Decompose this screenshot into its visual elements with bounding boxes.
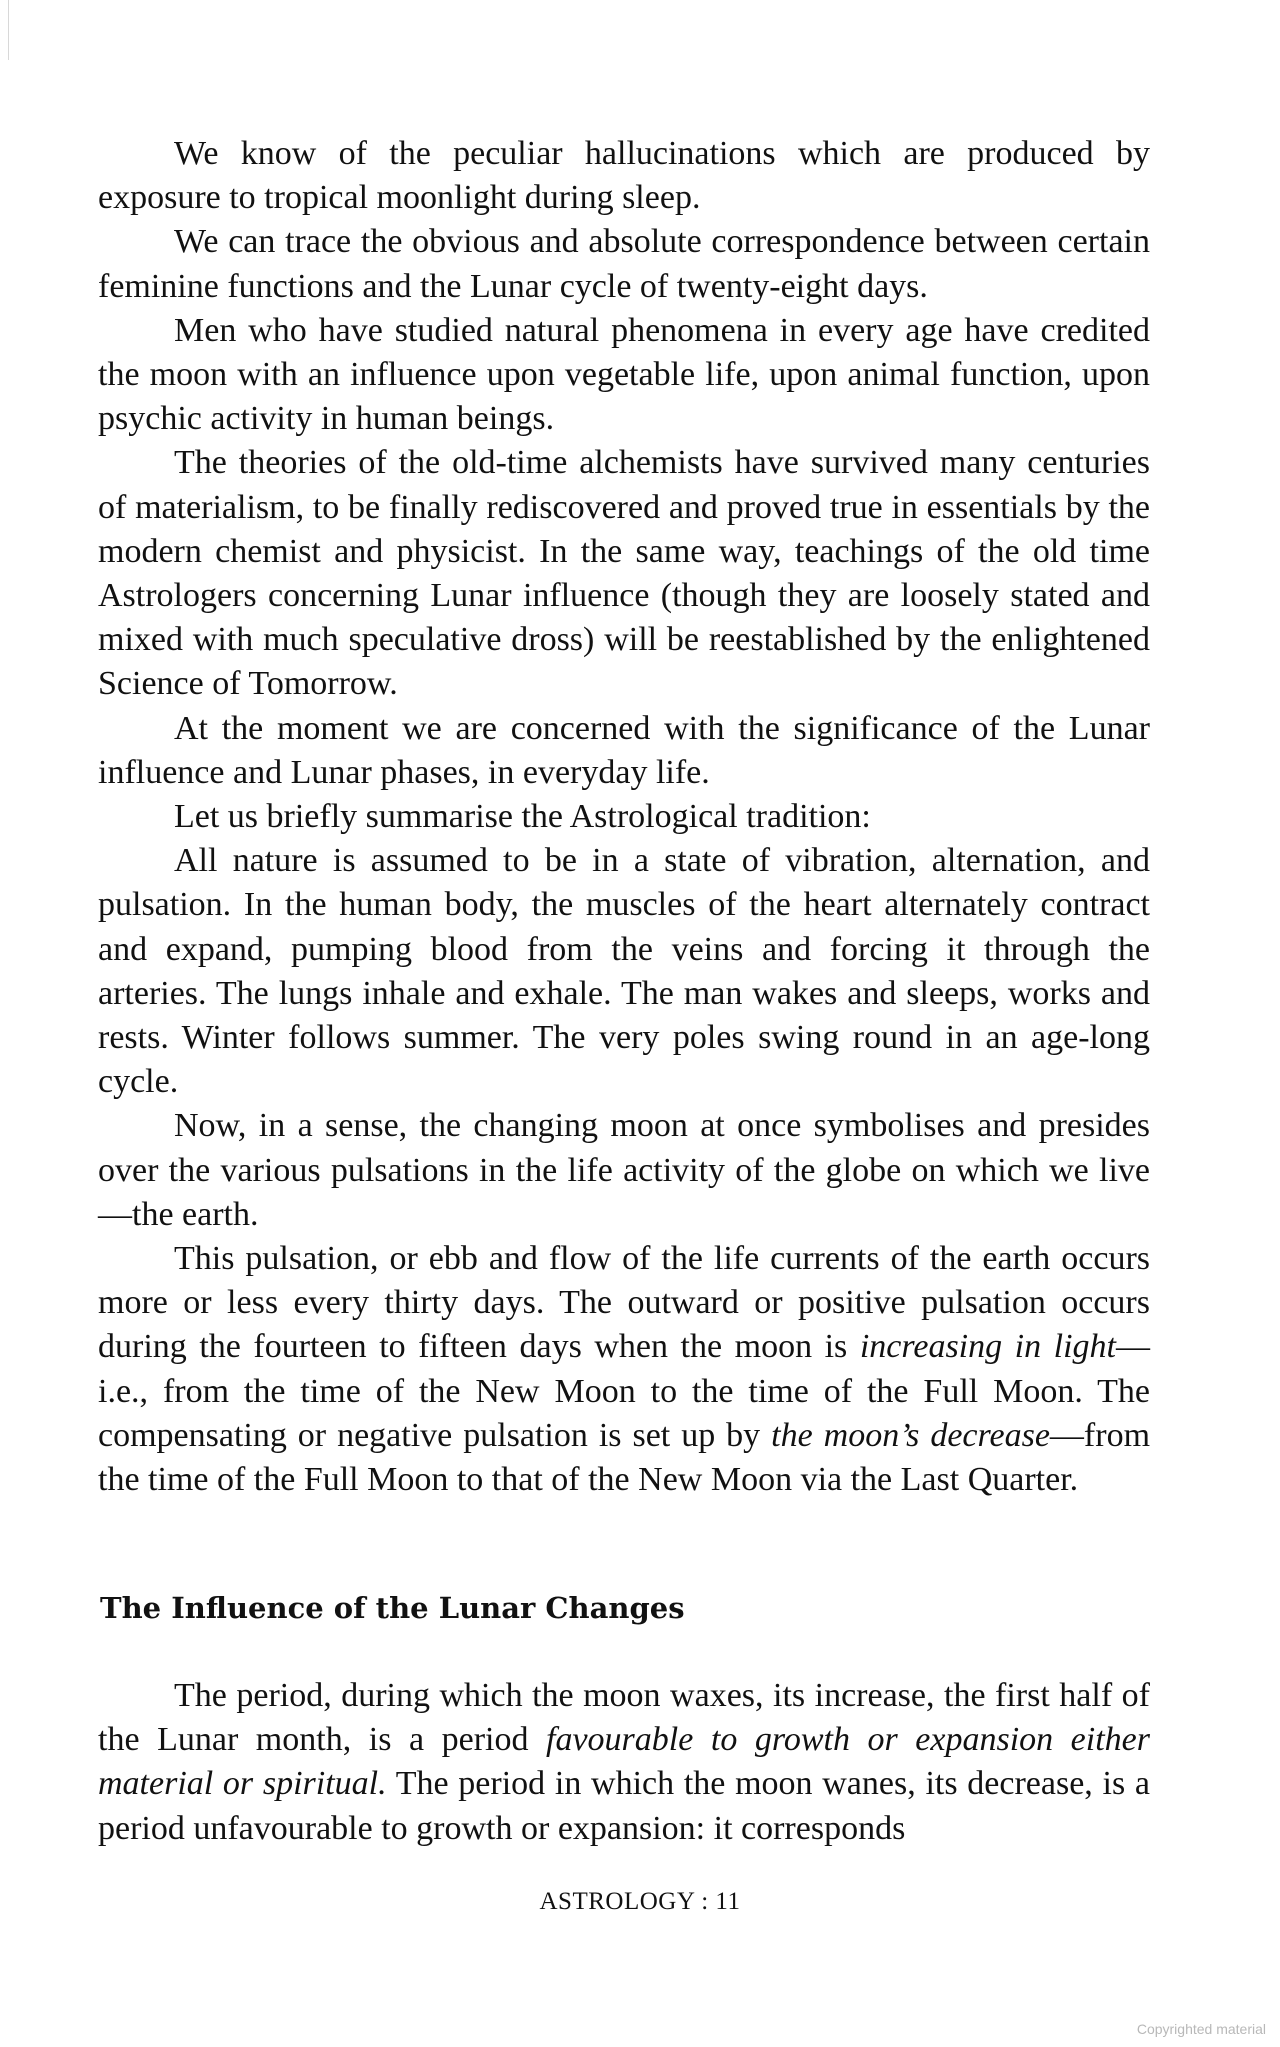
paragraph: [98, 839, 1150, 1104]
paragraph: [98, 707, 1150, 795]
section-heading: The Influence of the Lunar Changes: [100, 1591, 685, 1625]
italic-run: favourable to growth or expansion either material or spiritual.: [98, 1721, 1150, 1803]
text-run: Now, in a sense, the changing moon at once symbolises and presides over the various pulsations in the life activity of the globe on which we live—the earth.: [98, 1107, 1150, 1233]
paragraph: [98, 132, 1150, 220]
paragraph: [98, 220, 1150, 308]
text-run: —i.e., from the time of the New Moon to the time of the Full Moon. The compensating or negative pulsation is set up by: [98, 1328, 1150, 1454]
paragraph: [98, 1237, 1150, 1502]
text-run: The theories of the old-time alchemists have survived many centuries of materialism, to be finally rediscovered and proved true in essentials by the modern chemist and physicist. In the same way, teachings of the old time Astrologers concerning Lunar influence (though they are loosely stated and mixed with much speculative dross) will be reestablished by the enlightened Science of Tomorrow.: [98, 444, 1150, 703]
paragraph: [98, 441, 1150, 706]
text-run: We can trace the obvious and absolute correspondence between certain feminine functions and the Lunar cycle of twenty-eight days.: [98, 223, 1150, 305]
text-run: The period in which the moon wanes, its decrease, is a period unfavourable to growth or expansion: it corresponds: [98, 1765, 1150, 1847]
italic-run: the moon’s decrease: [771, 1416, 1050, 1454]
text-run: Men who have studied natural phenomena in every age have credited the moon with an influence upon vegetable life, upon animal function, upon psychic activity in human beings.: [98, 311, 1150, 438]
text-run: The period, during which the moon waxes, its increase, the first half of the Lunar month, is a period: [98, 1677, 1150, 1759]
body-text: [98, 132, 1150, 1502]
text-run: All nature is assumed to be in a state of vibration, alternation, and pulsation. In the human body, the muscles of the heart alternately contract and expand, pumping blood from the veins and forcing it through the arteries. The lungs inhale and exhale. The man wakes and sleeps, works and rests. Winter follows summer. The very poles swing round in an age-long cycle.: [98, 842, 1150, 1101]
text-run: At the moment we are concerned with the significance of the Lunar influence and Lunar phases, in everyday life.: [98, 709, 1150, 791]
italic-run: increasing in light: [859, 1328, 1116, 1366]
paragraph: [98, 309, 1150, 442]
copyright-watermark: Copyrighted material: [1136, 2021, 1266, 2037]
paragraph: [98, 1104, 1150, 1237]
section-body-text: [98, 1674, 1150, 1851]
scan-edge: [8, 0, 9, 60]
text-run: —from the time of the Full Moon to that of the New Moon via the Last Quarter.: [98, 1416, 1151, 1499]
text-run: Let us briefly summarise the Astrological tradition:: [174, 798, 871, 836]
paragraph: [98, 1674, 1150, 1851]
text-run: We know of the peculiar hallucinations which are produced by exposure to tropical moonlight during sleep.: [98, 135, 1150, 217]
page-folio: ASTROLOGY : 11: [539, 1888, 741, 1915]
text-run: This pulsation, or ebb and flow of the life currents of the earth occurs more or less every thirty days. The outward or positive pulsation occurs during the fourteen to fifteen days when the moon is: [98, 1240, 1150, 1366]
paragraph: [98, 795, 1150, 839]
